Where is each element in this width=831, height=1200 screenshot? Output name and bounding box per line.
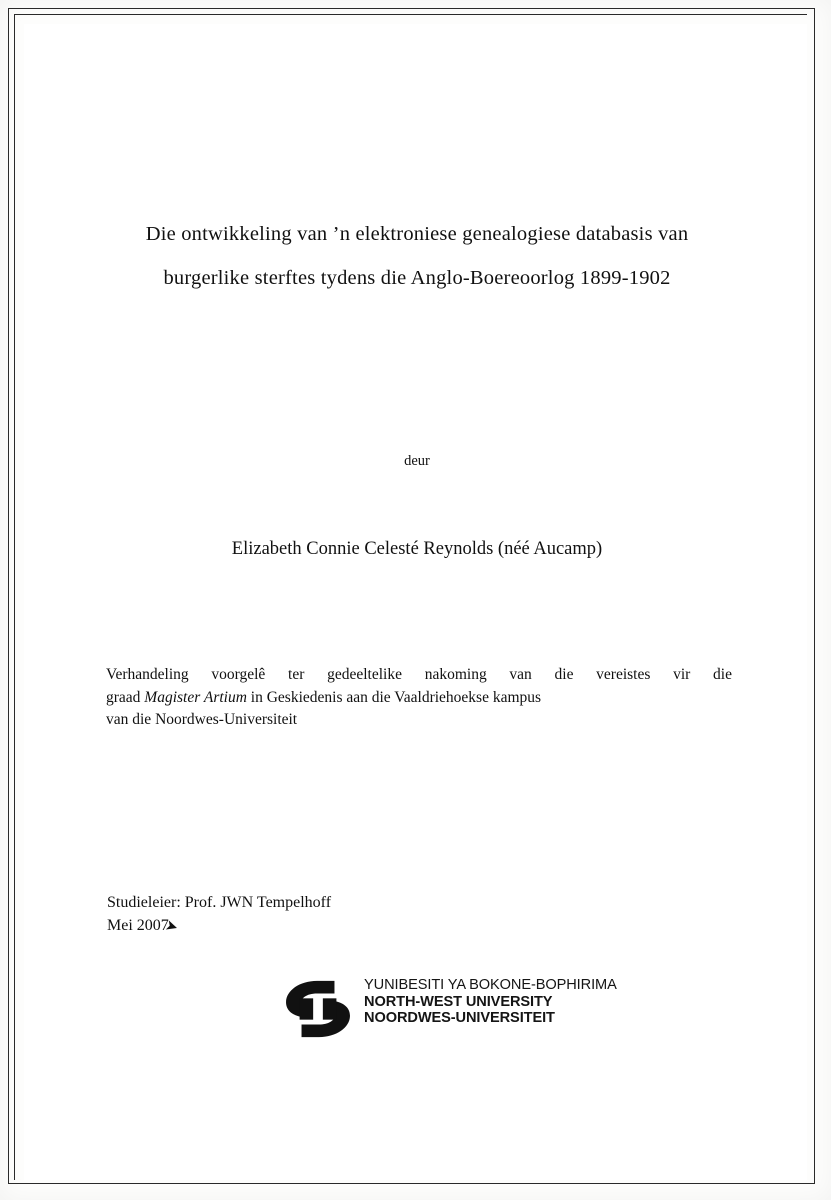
degree-name-italic: Magister Artium bbox=[144, 688, 247, 706]
title-line-1: Die ontwikkeling van ’n elektroniese genealogiese databasis van bbox=[145, 223, 689, 245]
author-name: Elizabeth Connie Celesté Reynolds (néé Aucamp) bbox=[231, 539, 603, 559]
degree-statement-line-2-pre: graad bbox=[106, 688, 145, 706]
logo-line-setswana: YUNIBESITI YA BOKONE-BOPHIRIMA bbox=[364, 977, 617, 993]
degree-statement bbox=[106, 664, 732, 732]
logo-text-block bbox=[364, 977, 617, 1027]
degree-statement-line-2 bbox=[106, 687, 732, 710]
degree-statement-line-3: van die Noordwes-Universiteit bbox=[106, 711, 298, 728]
title-page-sheet bbox=[24, 24, 807, 1180]
degree-statement-line-1: Verhandeling voorgelê ter gedeeltelike nakoming van die vereistes vir die bbox=[106, 666, 732, 683]
supervisor-line: Studieleier: Prof. JWN Tempelhoff bbox=[107, 894, 332, 911]
logo-line-afrikaans: NOORDWES-UNIVERSITEIT bbox=[364, 1010, 555, 1026]
date-block bbox=[107, 914, 181, 937]
pen-mark-icon: ➤ bbox=[163, 917, 181, 937]
date-text: Mei 2007 bbox=[107, 917, 169, 934]
page-title bbox=[102, 212, 732, 300]
nwu-emblem-icon bbox=[280, 978, 356, 1040]
supervisor-block bbox=[107, 891, 331, 937]
title-line-2: burgerlike sterftes tydens die Anglo-Boereoorlog 1899-1902 bbox=[163, 267, 671, 289]
logo-line-english: NORTH-WEST UNIVERSITY bbox=[364, 993, 553, 1010]
byline-label: deur bbox=[404, 453, 430, 469]
university-logo bbox=[267, 975, 627, 1045]
degree-statement-line-2-post: in Geskiedenis aan die Vaaldriehoekse kampus bbox=[246, 688, 542, 706]
